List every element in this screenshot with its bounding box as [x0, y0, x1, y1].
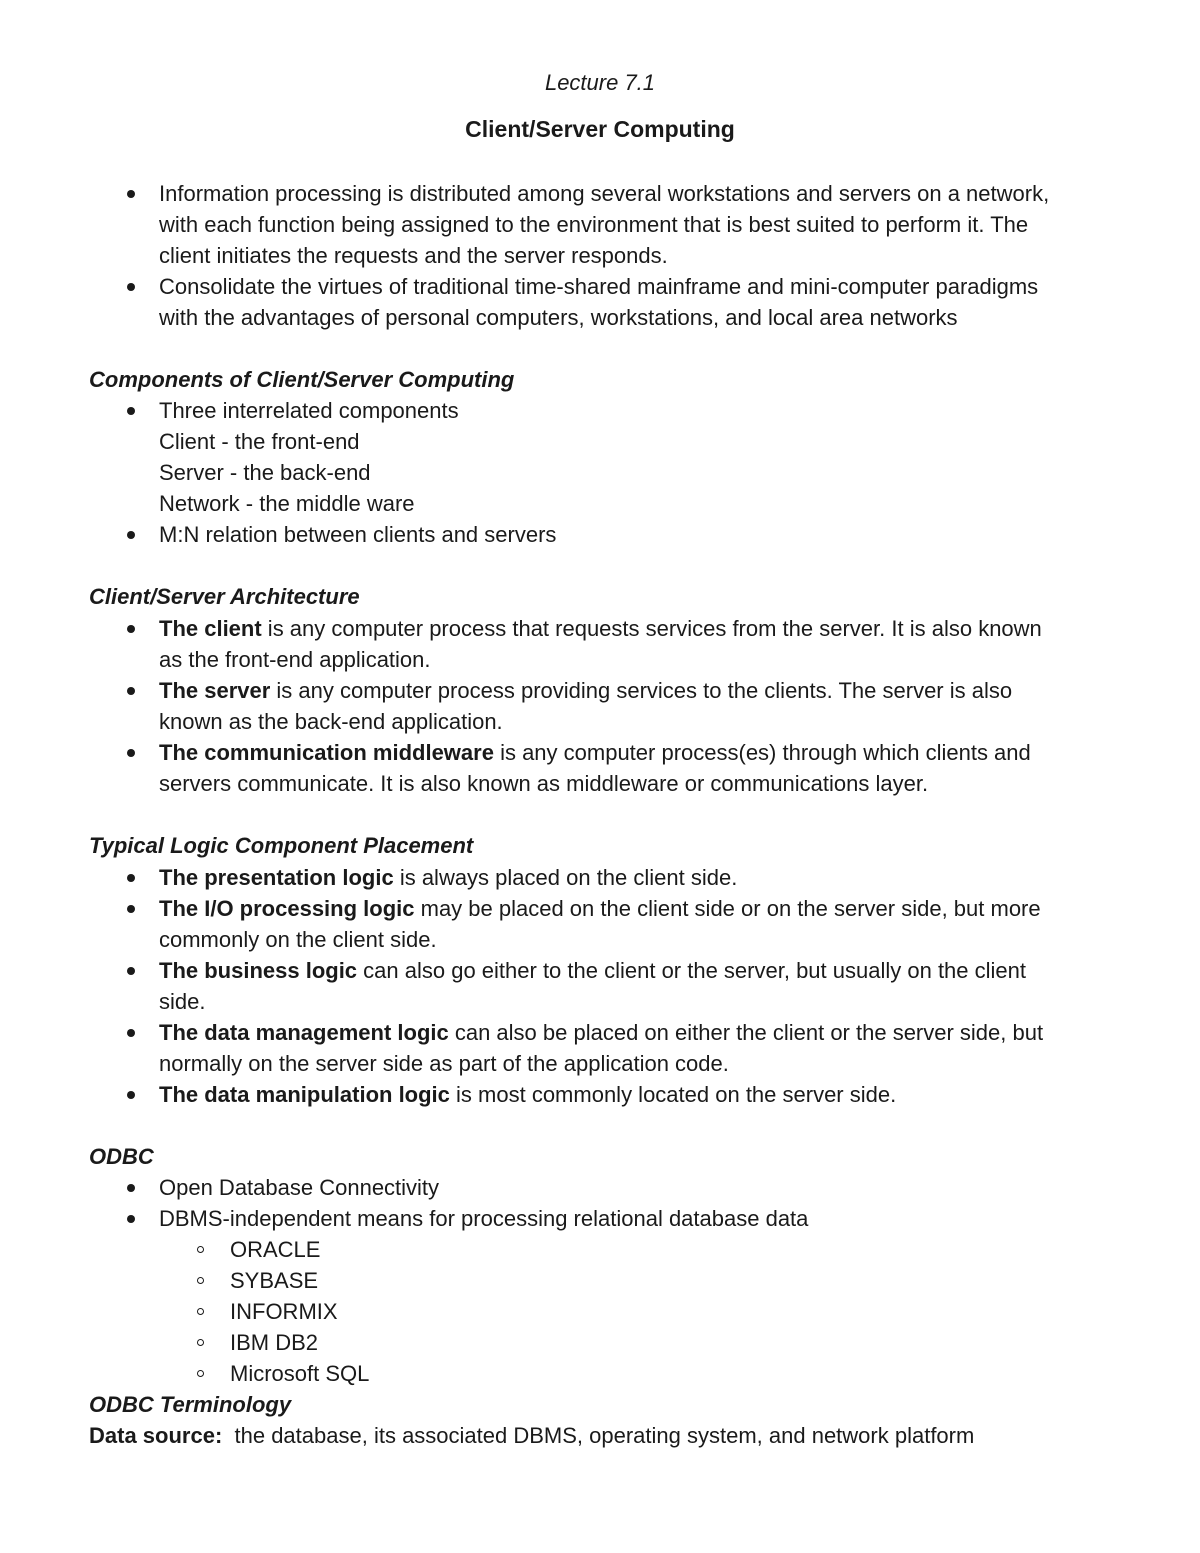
architecture-item-1-cont: as the front-end application.	[159, 647, 431, 672]
components-bullet-1: Three interrelated components	[159, 398, 459, 423]
odbc-bullet-1: Open Database Connectivity	[159, 1175, 440, 1200]
components-server-line: Server - the back-end	[159, 460, 371, 485]
placement-item-2: The I/O processing logic may be placed on the client side or on the server side, but more	[159, 896, 1041, 921]
architecture-item-3-cont: servers communicate. It is also known as middleware or communications layer.	[159, 771, 929, 796]
intro-2-line-1: Consolidate the virtues of traditional time-shared mainframe and mini-computer paradigms	[159, 274, 1039, 299]
architecture-heading: Client/Server Architecture	[89, 584, 360, 609]
terminology-heading: ODBC Terminology	[89, 1392, 292, 1417]
sub-bullet-circle	[197, 1339, 204, 1346]
intro-2-line-2: with the advantages of personal computers, workstations, and local area networks	[159, 305, 958, 330]
intro-1-line-1: Information processing is distributed among several workstations and servers on a network,	[159, 181, 1050, 206]
bullet-dot	[127, 407, 135, 415]
placement-item-3: The business logic can also go either to the client or the server, but usually on the client	[159, 958, 1026, 983]
components-heading: Components of Client/Server Computing	[89, 367, 515, 392]
bullet-dot	[127, 1184, 135, 1192]
placement-item-5: The data manipulation logic is most commonly located on the server side.	[159, 1082, 897, 1107]
architecture-item-1: The client is any computer process that requests services from the server. It is also known	[159, 616, 1042, 641]
bullet-dot	[127, 190, 135, 198]
odbc-heading: ODBC	[89, 1144, 154, 1169]
data-source-definition: Data source: the database, its associated DBMS, operating system, and network platform	[89, 1423, 975, 1448]
bullet-dot	[127, 1029, 135, 1037]
placement-heading: Typical Logic Component Placement	[89, 833, 474, 858]
architecture-item-3: The communication middleware is any computer process(es) through which clients and	[159, 740, 1031, 765]
odbc-db-informix: INFORMIX	[230, 1299, 338, 1324]
bullet-dot	[127, 1091, 135, 1099]
odbc-db-sybase: SYBASE	[230, 1268, 319, 1293]
sub-bullet-circle	[197, 1308, 204, 1315]
lecture-number: Lecture 7.1	[544, 70, 656, 95]
odbc-db-ibm-db2: IBM DB2	[230, 1330, 319, 1355]
bullet-dot	[127, 687, 135, 695]
bullet-dot	[127, 967, 135, 975]
placement-item-1: The presentation logic is always placed on the client side.	[159, 865, 738, 890]
odbc-db-oracle: ORACLE	[230, 1237, 321, 1262]
placement-item-4: The data management logic can also be placed on either the client or the server side, but	[159, 1020, 1044, 1045]
odbc-db-microsoft-sql: Microsoft SQL	[230, 1361, 370, 1386]
components-network-line: Network - the middle ware	[159, 491, 415, 516]
architecture-item-2-cont: known as the back-end application.	[159, 709, 503, 734]
sub-bullet-circle	[197, 1370, 204, 1377]
bullet-dot	[127, 874, 135, 882]
architecture-item-2: The server is any computer process providing services to the clients. The server is also	[159, 678, 1013, 703]
sub-bullet-circle	[197, 1246, 204, 1253]
bullet-dot	[127, 905, 135, 913]
intro-1-line-2: with each function being assigned to the environment that is best suited to perform it. The	[159, 212, 1029, 237]
page-title: Client/Server Computing	[465, 116, 735, 142]
sub-bullet-circle	[197, 1277, 204, 1284]
components-client-line: Client - the front-end	[159, 429, 360, 454]
odbc-bullet-2: DBMS-independent means for processing relational database data	[159, 1206, 809, 1231]
bullet-dot	[127, 625, 135, 633]
placement-item-2-cont: commonly on the client side.	[159, 927, 437, 952]
components-bullet-2: M:N relation between clients and servers	[159, 522, 557, 547]
placement-item-4-cont: normally on the server side as part of the application code.	[159, 1051, 729, 1076]
bullet-dot	[127, 531, 135, 539]
intro-1-line-3: client initiates the requests and the server responds.	[159, 243, 668, 268]
bullet-dot	[127, 749, 135, 757]
placement-item-3-cont: side.	[159, 989, 206, 1014]
bullet-dot	[127, 283, 135, 291]
bullet-dot	[127, 1215, 135, 1223]
